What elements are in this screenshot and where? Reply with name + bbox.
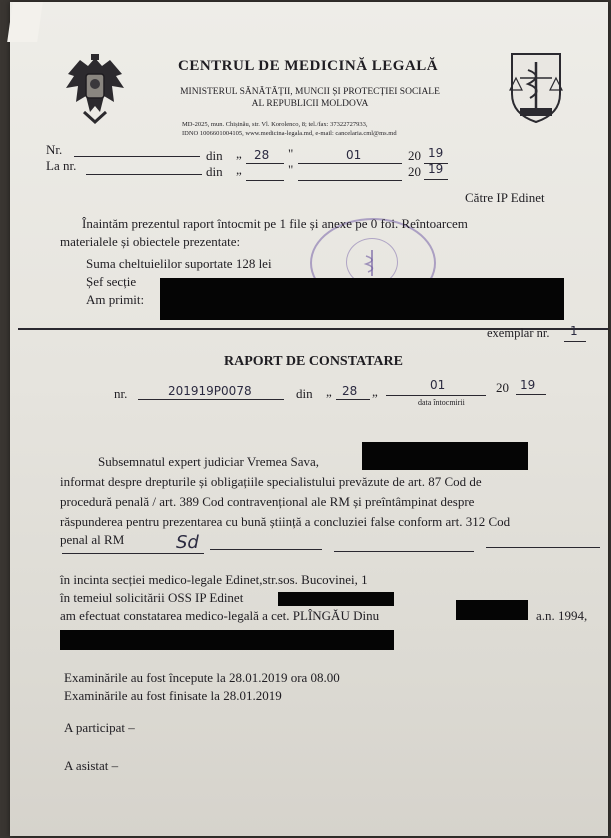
la-year: 19 [428,162,444,176]
ref-day-line [246,163,284,164]
ministry-name [170,86,450,110]
report-title: RAPORT DE CONSTATARE [224,354,403,369]
sign-line-1 [62,553,204,554]
exemplar-number: 1 [570,324,578,338]
coat-of-arms-icon [64,52,126,126]
la-day-line [246,180,284,181]
redacted-block [160,278,564,320]
ref-year-prefix: 20 [408,148,421,163]
sef-sectie-label: Șef secție [86,274,137,289]
la-year-prefix: 20 [408,164,421,179]
sign-line-2 [210,549,322,550]
la-year-line [424,179,448,180]
report-year: 19 [520,378,536,392]
costs-line: Suma cheltuielilor suportate 128 lei [86,256,272,271]
paper-scrap [7,2,43,42]
birth-year: a.n. 1994, [536,608,588,623]
address-line-1: MD-2025, mun. Chișinău, str. Vl. Korolenco, 8; tel./fax: 37322727933, [182,121,368,128]
la-month-line [298,180,402,181]
nr-label: Nr. [46,142,63,157]
temei-line: în temeiul solicitării OSS IP Edinet [60,590,244,605]
ref-year: 19 [428,146,444,160]
report-year-prefix: 20 [496,380,509,395]
din-label-2: din [206,164,223,179]
exam-end: Examinările au fost finisate la 28.01.2019 [64,688,282,703]
body-line-1: Subsemnatul expert judiciar Vremea Sava, [98,454,319,469]
exemplar-line [564,341,586,342]
location-line: în incinta secției medico-legale Edinet,str.sos. Bucovinei, 1 [60,572,368,587]
institution-address [182,120,397,138]
exam-start: Examinările au fost începute la 28.01.2019 ora 08.00 [64,670,340,685]
participat-line: A participat – [64,720,135,735]
report-month: 01 [430,378,446,392]
address-line-2: IDNO 1006601004105, www.medicina-legala.md, e-mail: cancelaria.cml@ms.md [182,130,397,137]
ref-month-line [298,163,402,164]
nr-line [74,156,200,157]
ref-month: 01 [346,148,362,162]
cover-line-1: Înaintăm prezentul raport întocmit pe 1 file și anexe pe 0 foi. Reîntoarcem [82,216,468,231]
report-number-line [138,399,284,400]
redacted-address [60,630,394,650]
document-page: CENTRUL DE MEDICINĂ LEGALĂ MINISTERUL SĂNĂTĂȚII, MUNCII ȘI PROTECȚIEI SOCIALE AL REPUBLICII MOLDOVA MD-2025, mun. Chișinău, str. Vl. Korolenco, 8; tel./fax: 37322727933, IDNO 1006601004105, www.medicina-legala.md, e-mail: cancelaria.cml@ms.md Nr. din „ 28 " 01 20 19 La nr. din „ " 20 19 Către IP Edinet Înaintăm prezentul raport întocmit pe 1 file și anexe pe 0 foi. Reîntoarcem materialele și obiectele prezentate: Suma cheltuielilor suportate 128 lei Șef secție Am primit: exemplar nr. 1 RAPORT DE CONSTATARE nr. 201919P0078 din „ 28 „ 01 data întocmirii 20 19 Subsemnatul expert judiciar Vremea Sava, informat despre drepturile și obligațiile specialistului prevăzute de art. 87 Cod de procedură penală / art. 389 Cod contravențional ale RM și preîntâmpinat despre răspunderea pentru prezentarea cu bună știință a concluziei false conform art. 312 Cod penal al RM Sd în incinta secției medico-legale Edinet,str.sos. Bucovinei, 1 în temeiul solicitării OSS IP Edinet am efectuat constatarea medico-legală a cet. PLÎNGĂU Dinu a.n. 1994, Examinările au fost începute la 28.01.2019 ora 08.00 Examinările au fost finisate la 28.01.2019 A participat – A asistat – [10,2,608,836]
date-caption: data întocmirii [418,398,465,407]
report-din-label: din [296,386,313,401]
report-month-line [386,395,486,396]
report-day: 28 [342,384,358,398]
exemplar-label: exemplar nr. [487,326,550,340]
sign-line-3 [334,551,474,552]
ministry-line-2: AL REPUBLICII MOLDOVA [251,99,369,109]
body-line-2: informat despre drepturile și obligațiile specialistului prevăzute de art. 87 Cod de [60,474,482,489]
efectuat-line: am efectuat constatarea medico-legală a cet. PLÎNGĂU Dinu [60,608,380,623]
body-line-4: răspunderea pentru prezentarea cu bună știință a concluziei false conform art. 312 Cod [60,514,511,529]
din-label-1: din [206,148,223,163]
institution-title: CENTRUL DE MEDICINĂ LEGALĂ [178,58,439,74]
am-primit-label: Am primit: [86,292,145,307]
la-nr-line [86,174,202,175]
report-year-line [516,394,546,395]
body-line-5: penal al RM [60,532,125,547]
ministry-line-1: MINISTERUL SĂNĂTĂȚII, MUNCII ȘI PROTECȚIEI SOCIALE [180,87,440,97]
medical-emblem-icon [506,48,566,126]
ref-day: 28 [254,148,270,162]
cover-line-2: materialele și obiectele prezentate: [60,234,241,249]
sign-line-4 [486,547,600,548]
signature: Sd [176,532,199,553]
redacted-name [362,442,528,470]
stamp-caduceus-icon [360,248,384,278]
body-line-3: procedură penală / art. 389 Cod contravențional ale RM și preîntâmpinat despre [60,494,475,509]
redacted-surname [456,600,528,620]
report-nr-label: nr. [114,386,128,401]
asistat-line: A asistat – [64,758,119,773]
redacted-requester [278,592,394,606]
report-day-line [336,399,370,400]
report-number: 201919P0078 [168,384,252,398]
recipient: Către IP Edinet [465,190,545,205]
la-nr-label: La nr. [46,158,77,173]
